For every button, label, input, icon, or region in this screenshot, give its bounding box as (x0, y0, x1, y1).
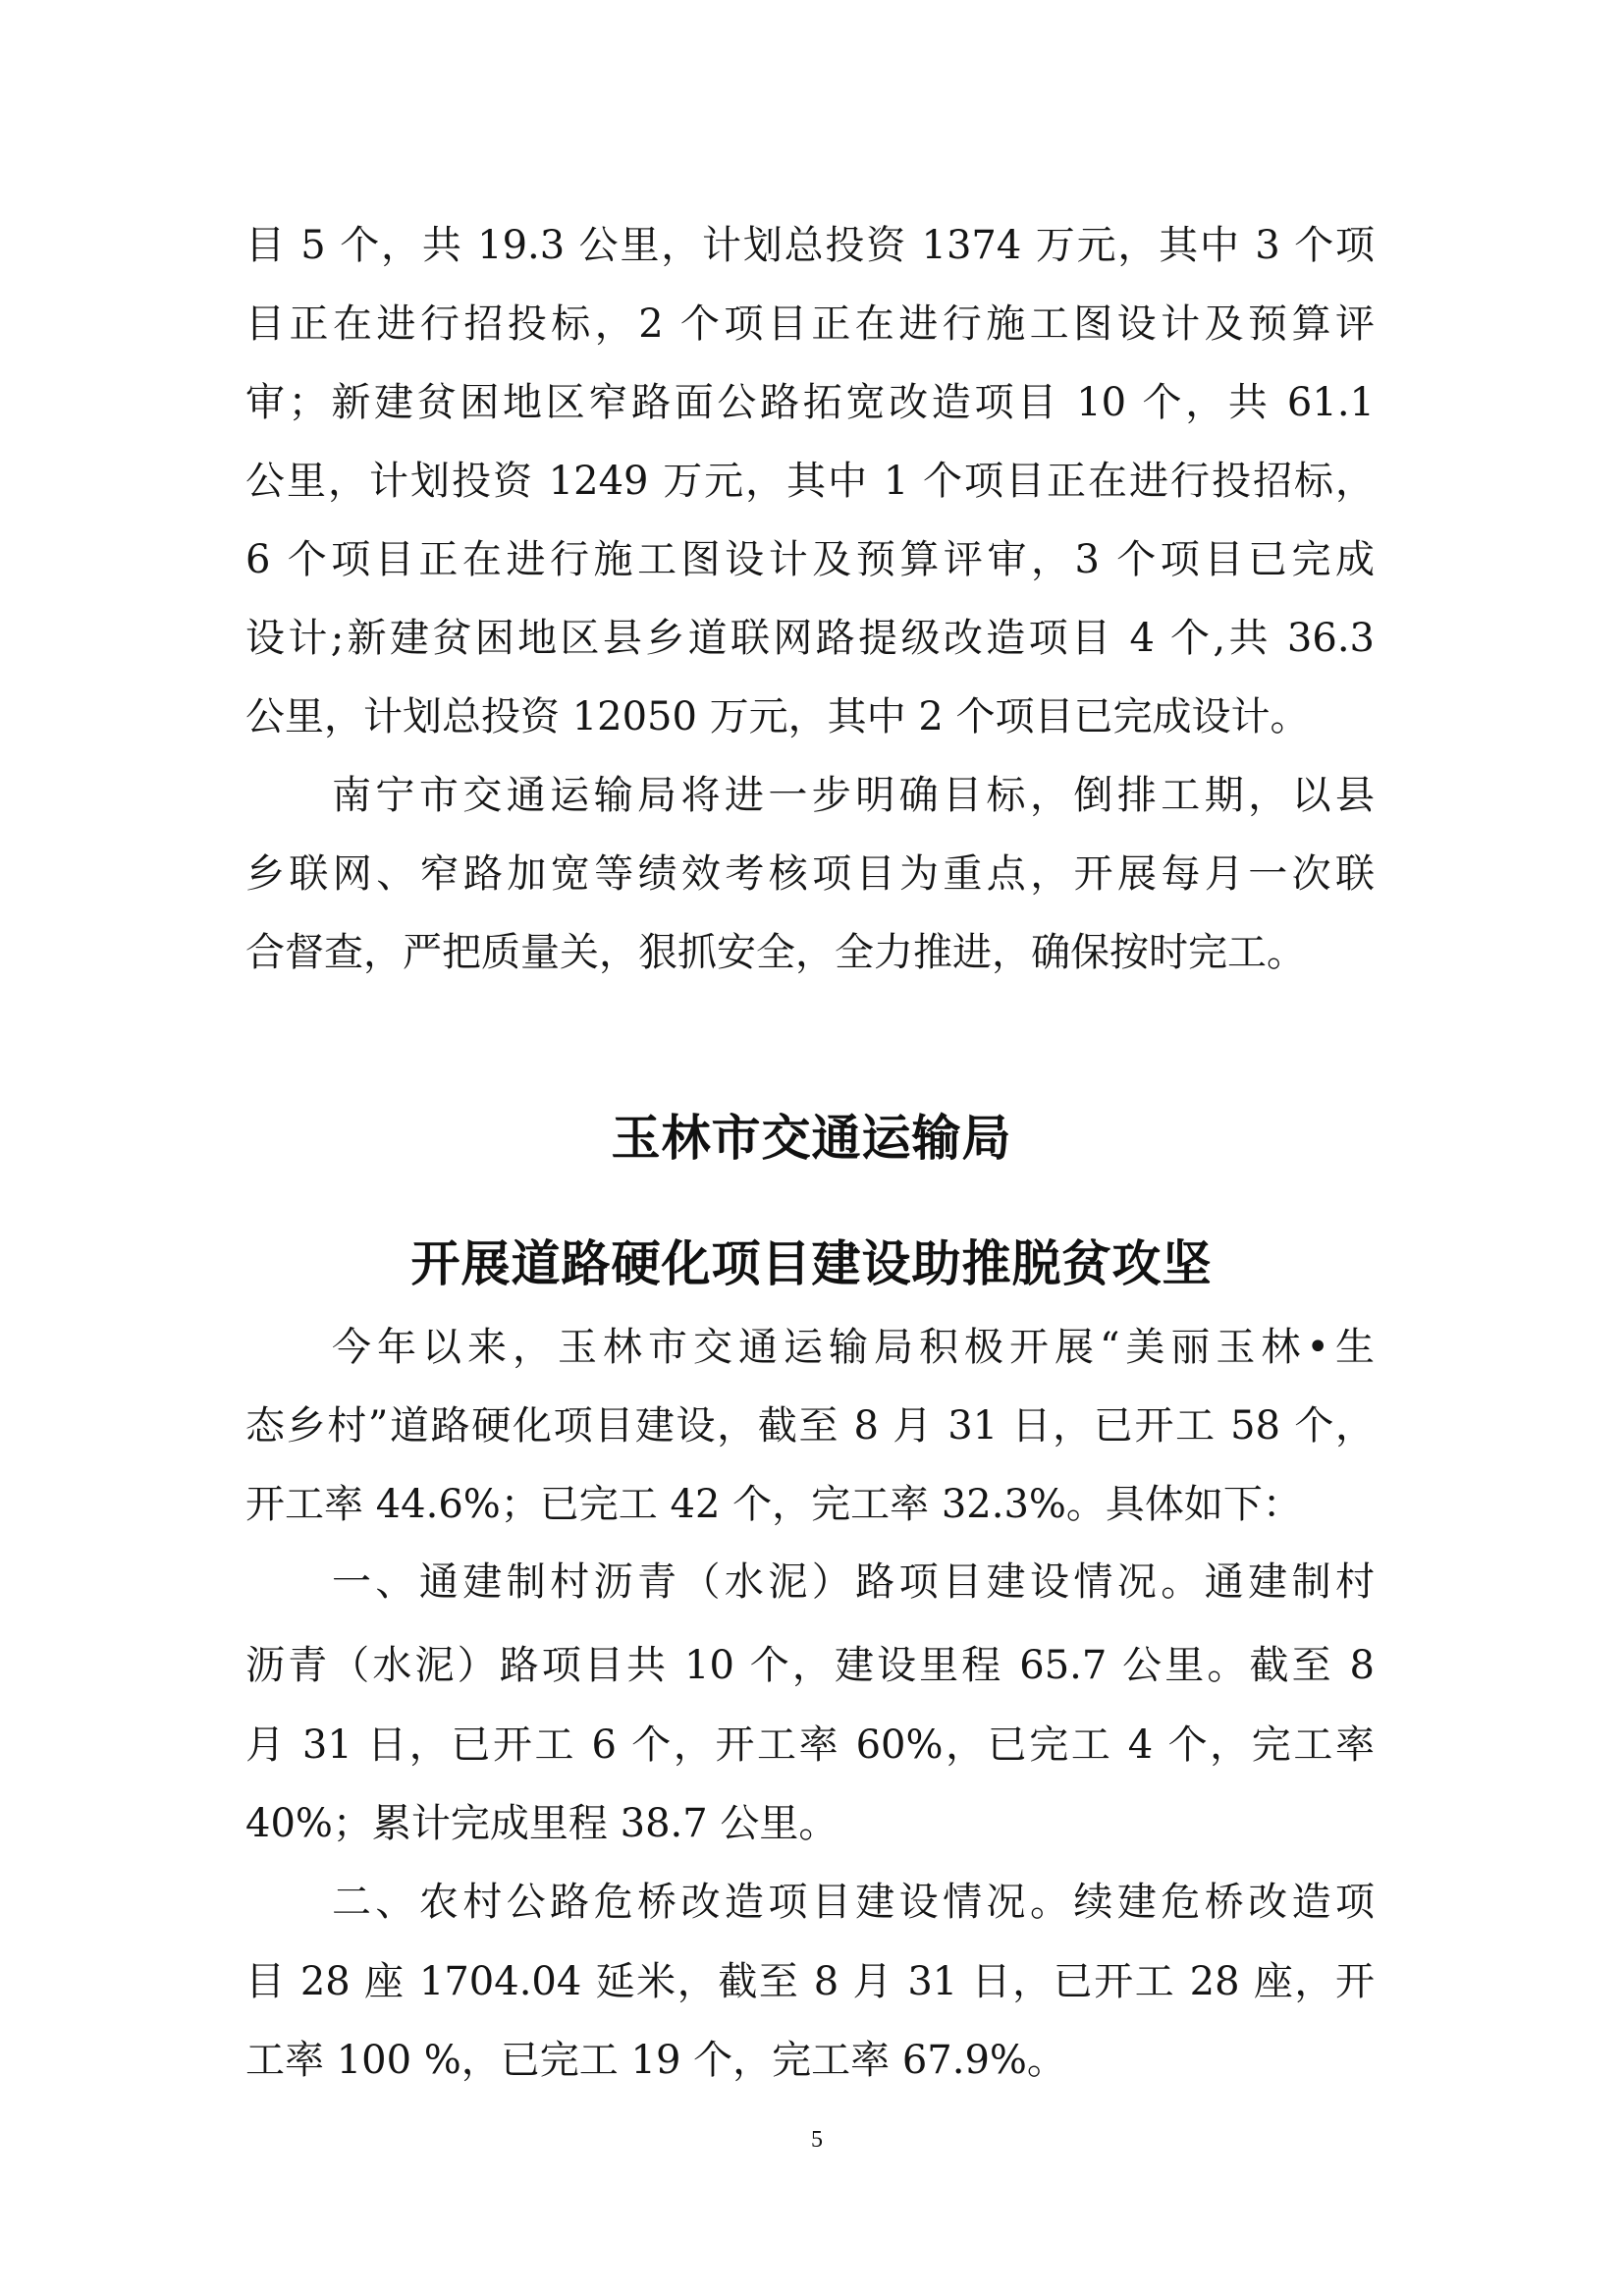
text-line: 目 28 座 1704.04 延米，截至 8 月 31 日，已开工 28 座，开 (245, 1959, 1375, 2004)
text-line: 南宁市交通运输局将进一步明确目标，倒排工期，以县 (332, 773, 1375, 818)
text-line: 月 31 日，已开工 6 个，开工率 60%，已完工 4 个，完工率 (245, 1722, 1375, 1768)
text-line: 二、农村公路危桥改造项目建设情况。续建危桥改造项 (332, 1880, 1375, 1925)
text-line: 沥青（水泥）路项目共 10 个，建设里程 65.7 公里。截至 8 (245, 1643, 1375, 1688)
text-line: 一、通建制村沥青（水泥）路项目建设情况。通建制村 (332, 1559, 1375, 1605)
text-line: 审；新建贫困地区窄路面公路拓宽改造项目 10 个，共 61.1 (245, 380, 1375, 425)
text-line: 6 个项目正在进行施工图设计及预算评审，3 个项目已完成 (245, 537, 1375, 582)
section-title-line2: 开展道路硬化项目建设助推脱贫攻坚 (410, 1235, 1213, 1292)
text-line: 设计;新建贫困地区县乡道联网路提级改造项目 4 个,共 36.3 (245, 616, 1375, 661)
text-line: 工率 100 %，已完工 19 个，完工率 67.9%。 (245, 2038, 1066, 2083)
text-line: 合督查，严把质量关，狠抓安全，全力推进，确保按时完工。 (245, 930, 1306, 975)
text-line: 公里，计划总投资 12050 万元，其中 2 个项目已完成设计。 (245, 694, 1310, 739)
section-title-line1: 玉林市交通运输局 (611, 1110, 1012, 1167)
text-line: 态乡村”道路硬化项目建设，截至 8 月 31 日，已开工 58 个， (245, 1403, 1375, 1449)
text-line: 今年以来，玉林市交通运输局积极开展“美丽玉林•生 (332, 1325, 1375, 1370)
text-line: 开工率 44.6%；已完工 42 个，完工率 32.3%。具体如下： (245, 1482, 1302, 1527)
text-line: 目 5 个，共 19.3 公里，计划总投资 1374 万元，其中 3 个项 (245, 223, 1375, 268)
page-number: 5 (811, 2127, 823, 2153)
text-line: 40%；累计完成里程 38.7 公里。 (245, 1801, 839, 1846)
text-line: 乡联网、窄路加宽等绩效考核项目为重点，开展每月一次联 (245, 851, 1375, 897)
text-line: 目正在进行招投标，2 个项目正在进行施工图设计及预算评 (245, 301, 1375, 347)
text-line: 公里，计划投资 1249 万元，其中 1 个项目正在进行投招标， (245, 459, 1375, 504)
